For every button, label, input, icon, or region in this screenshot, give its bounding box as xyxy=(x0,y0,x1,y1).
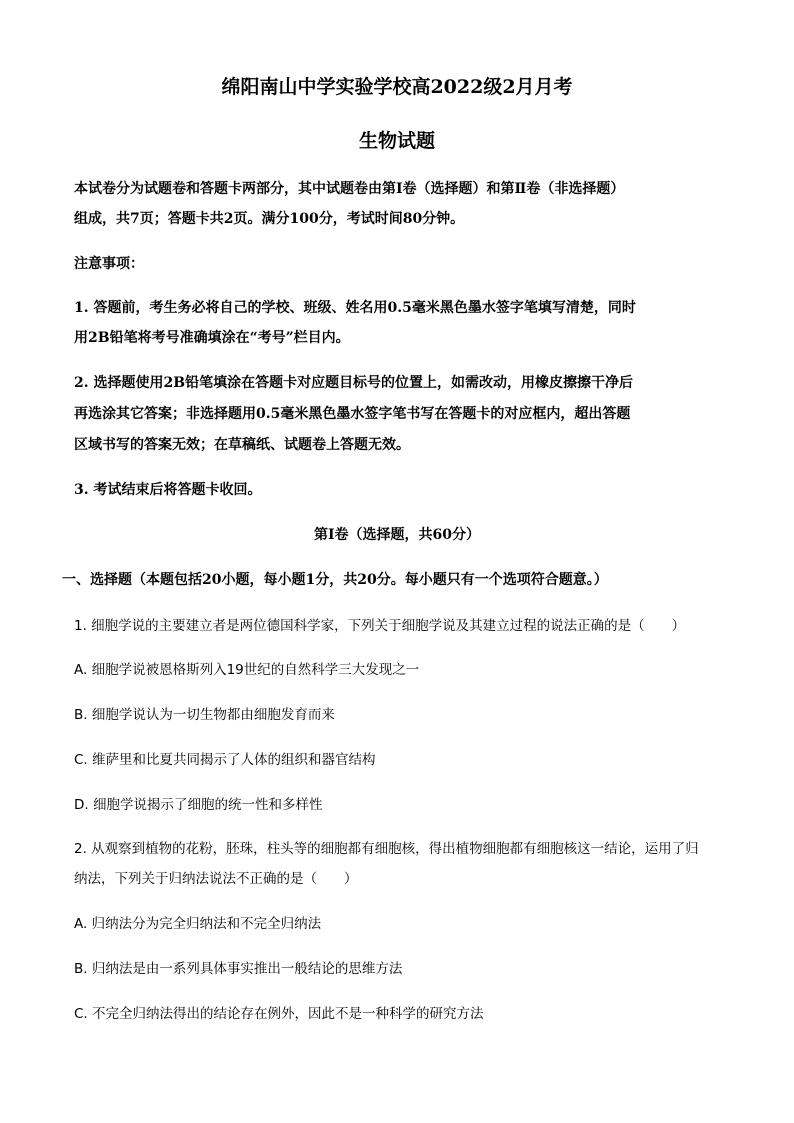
notice-item-2: 再选涂其它答案；非选择题用0.5毫米黑色墨水签字笔书写在答题卡的对应框内，超出答题 xyxy=(74,406,631,422)
question-1-option-a: A. 细胞学说被恩格斯列入19世纪的自然科学三大发现之一 xyxy=(74,662,420,678)
notice-item-2: 2. 选择题使用2B铅笔填涂在答题卡对应题目标号的位置上，如需改动，用橡皮擦擦干净后 xyxy=(74,375,634,391)
question-1-option-b: B. 细胞学说认为一切生物都由细胞发育而来 xyxy=(74,707,335,723)
exam-title: 绵阳南山中学实验学校高2022级2月月考 xyxy=(221,76,573,98)
question-2-stem: 纳法，下列关于归纳法说法不正确的是（ ） xyxy=(74,871,358,887)
notice-item-1: 用2B铅笔将考号准确填涂在“考号”栏目内。 xyxy=(74,330,350,346)
intro-line: 组成，共7页；答题卡共2页。满分100分，考试时间80分钟。 xyxy=(74,211,465,227)
question-2-option-a: A. 归纳法分为完全归纳法和不完全归纳法 xyxy=(74,916,322,932)
notice-item-2: 区域书写的答案无效；在草稿纸、试题卷上答题无效。 xyxy=(74,437,410,453)
intro-line: 本试卷分为试题卷和答题卡两部分，其中试题卷由第Ⅰ卷（选择题）和第Ⅱ卷（非选择题） xyxy=(74,181,625,197)
notice-item-3: 3. 考试结束后将答题卡收回。 xyxy=(74,482,262,498)
question-2-stem: 2. 从观察到植物的花粉，胚珠，柱头等的细胞都有细胞核，得出植物细胞都有细胞核这一结论，运用了归 xyxy=(74,841,699,857)
notice-item-1: 1. 答题前，考生务必将自己的学校、班级、姓名用0.5毫米黑色墨水签字笔填写清楚，同时 xyxy=(74,300,636,316)
notice-heading: 注意事项： xyxy=(74,256,144,272)
section-title: 第Ⅰ卷（选择题，共60分） xyxy=(313,527,481,543)
question-2-option-c: C. 不完全归纳法得出的结论存在例外，因此不是一种科学的研究方法 xyxy=(74,1006,484,1022)
part-heading: 一、选择题（本题包括20小题，每小题1分，共20分。每小题只有一个选项符合题意。） xyxy=(62,572,608,588)
question-1-option-c: C. 维萨里和比夏共同揭示了人体的组织和器官结构 xyxy=(74,752,376,768)
question-1-option-d: D. 细胞学说揭示了细胞的统一性和多样性 xyxy=(74,797,323,813)
question-1-stem: 1. 细胞学说的主要建立者是两位德国科学家，下列关于细胞学说及其建立过程的说法正确的是（ ） xyxy=(74,618,686,634)
question-2-option-b: B. 归纳法是由一系列具体事实推出一般结论的思维方法 xyxy=(74,961,403,977)
exam-subtitle: 生物试题 xyxy=(358,130,435,152)
